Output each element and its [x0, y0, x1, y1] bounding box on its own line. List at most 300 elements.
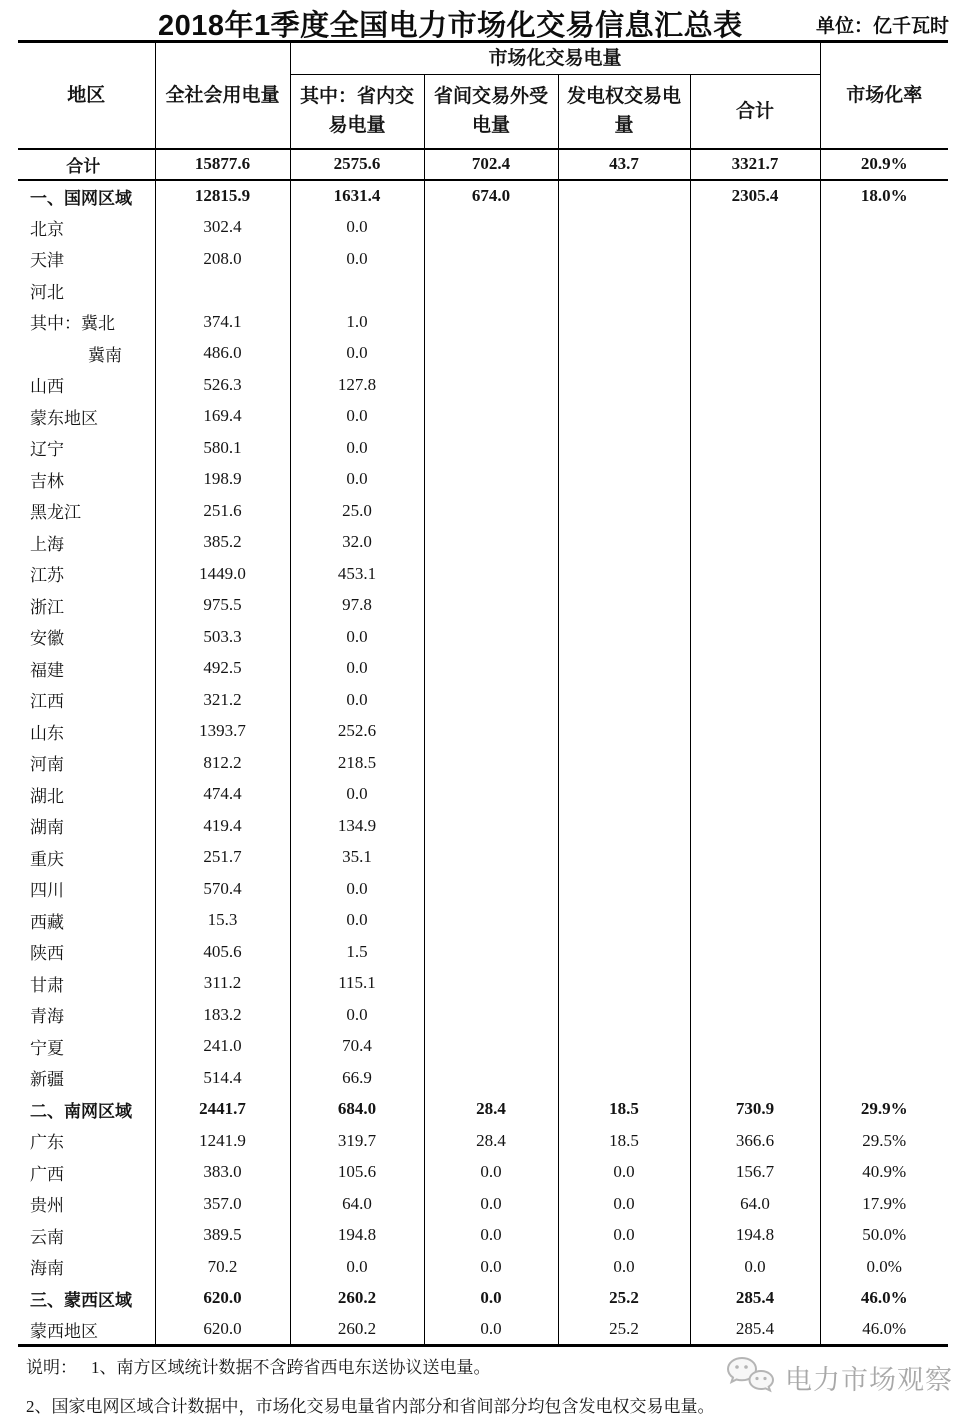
- value-cell: [424, 999, 558, 1031]
- value-cell: [690, 684, 820, 716]
- value-cell: [690, 747, 820, 779]
- value-cell: [820, 684, 948, 716]
- region-cell: 浙江: [18, 590, 155, 622]
- value-cell: [558, 180, 690, 212]
- table-row: [18, 495, 948, 527]
- value-cell: 156.7: [690, 1157, 820, 1189]
- value-cell: [820, 810, 948, 842]
- value-cell: 40.9%: [862, 1162, 907, 1182]
- table-row: [18, 810, 948, 842]
- value-cell: 134.9: [290, 810, 424, 842]
- table-row: [18, 1220, 948, 1252]
- value-cell: 812.2: [155, 747, 290, 779]
- wechat-logo-icon: [721, 1355, 777, 1399]
- table-row: [18, 747, 948, 779]
- value-cell: 0.0: [424, 1314, 558, 1346]
- value-cell: 0.0: [290, 1251, 424, 1283]
- value-cell: [558, 1031, 690, 1063]
- value-cell: [690, 716, 820, 748]
- value-cell: [558, 621, 690, 653]
- value-cell: [690, 401, 820, 433]
- region-cell: 其中：冀北: [18, 306, 155, 338]
- value-cell: 0.0: [424, 1251, 558, 1283]
- note-text: 1、南方区域统计数据不含跨省西电东送协议送电量。: [91, 1358, 491, 1377]
- value-cell: 0.0: [424, 1220, 558, 1252]
- value-cell: 526.3: [155, 369, 290, 401]
- table-row: [18, 999, 948, 1031]
- value-cell: [558, 968, 690, 1000]
- value-cell: 241.0: [155, 1031, 290, 1063]
- value-cell: [558, 306, 690, 338]
- table-row: [18, 558, 948, 590]
- region-cell: 天津: [18, 243, 155, 275]
- value-cell: [424, 275, 558, 307]
- value-cell: 620.0: [155, 1314, 290, 1346]
- value-cell: 0.0: [290, 999, 424, 1031]
- note-line: 2、国家电网区域合计数据中，市场化交易电量省内部分和省间部分均包含发电权交易电量。: [26, 1397, 715, 1416]
- region-cell: 吉林: [18, 464, 155, 496]
- value-cell: 374.1: [155, 306, 290, 338]
- value-cell: [820, 747, 948, 779]
- value-cell: 492.5: [155, 653, 290, 685]
- value-cell: [690, 306, 820, 338]
- region-cell: 合计: [18, 149, 155, 181]
- value-cell: 70.2: [155, 1251, 290, 1283]
- value-cell: 66.9: [290, 1062, 424, 1094]
- table-row: [18, 936, 948, 968]
- value-cell: 194.8: [690, 1220, 820, 1252]
- value-cell: [690, 495, 820, 527]
- value-cell: [820, 621, 948, 653]
- value-cell: [820, 653, 948, 685]
- value-cell: [558, 275, 690, 307]
- value-cell: 25.2: [558, 1314, 690, 1346]
- value-cell: 260.2: [290, 1314, 424, 1346]
- value-cell: 730.9: [690, 1094, 820, 1126]
- value-cell: 383.0: [155, 1157, 290, 1189]
- value-cell: [820, 464, 948, 496]
- value-cell: 357.0: [155, 1188, 290, 1220]
- value-cell: [558, 936, 690, 968]
- table-row: [18, 621, 948, 653]
- value-cell: [820, 338, 948, 370]
- value-cell: [424, 1062, 558, 1094]
- table-row: [18, 1094, 948, 1126]
- col-header-market-trading-group: 市场化交易电量: [290, 42, 820, 75]
- value-cell: 419.4: [155, 810, 290, 842]
- value-cell: [424, 1031, 558, 1063]
- value-cell: [820, 968, 948, 1000]
- value-cell: [820, 873, 948, 905]
- table-row: [18, 212, 948, 244]
- region-cell: 四川: [18, 873, 155, 905]
- region-cell: 陕西: [18, 936, 155, 968]
- value-cell: 32.0: [290, 527, 424, 559]
- value-cell: 3321.7: [690, 149, 820, 181]
- table-row: [18, 653, 948, 685]
- region-cell: 蒙西地区: [18, 1314, 155, 1346]
- value-cell: 486.0: [155, 338, 290, 370]
- col-header-subtotal: 合计: [690, 75, 820, 149]
- value-cell: 2575.6: [290, 149, 424, 181]
- value-cell: 1631.4: [290, 180, 424, 212]
- value-cell: 0.0: [290, 401, 424, 433]
- region-cell: 河南: [18, 747, 155, 779]
- region-cell: 黑龙江: [18, 495, 155, 527]
- value-cell: 20.9%: [820, 149, 948, 181]
- value-cell: 208.0: [155, 243, 290, 275]
- table-row: [18, 243, 948, 275]
- value-cell: 28.4: [424, 1125, 558, 1157]
- value-cell: 0.0: [290, 905, 424, 937]
- table-row: [18, 401, 948, 433]
- value-cell: [424, 873, 558, 905]
- value-cell: 12815.9: [155, 180, 290, 212]
- table-row: [18, 1314, 948, 1346]
- value-cell: [820, 779, 948, 811]
- value-cell: [820, 936, 948, 968]
- value-cell: [820, 369, 948, 401]
- table-row: [18, 590, 948, 622]
- value-cell: [690, 558, 820, 590]
- value-cell: 0.0: [290, 432, 424, 464]
- region-cell: 新疆: [18, 1062, 155, 1094]
- value-cell: [424, 968, 558, 1000]
- region-cell: 西藏: [18, 905, 155, 937]
- table-row: [18, 1283, 948, 1315]
- value-cell: [690, 779, 820, 811]
- value-cell: [558, 747, 690, 779]
- value-cell: [558, 716, 690, 748]
- value-cell: 0.0: [290, 464, 424, 496]
- title-bar: [0, 0, 965, 40]
- value-cell: [424, 779, 558, 811]
- value-cell: [424, 401, 558, 433]
- value-cell: 251.7: [155, 842, 290, 874]
- value-cell: 43.7: [558, 149, 690, 181]
- value-cell: [820, 275, 948, 307]
- region-cell: 海南: [18, 1251, 155, 1283]
- region-cell: 三、蒙西区域: [18, 1283, 155, 1315]
- col-header-inter-provincial: 省间交易外受电量: [424, 75, 558, 149]
- value-cell: [558, 338, 690, 370]
- table-row: [18, 842, 948, 874]
- value-cell: [558, 212, 690, 244]
- value-cell: [820, 527, 948, 559]
- value-cell: 260.2: [290, 1283, 424, 1315]
- value-cell: 474.4: [155, 779, 290, 811]
- table-row: [18, 684, 948, 716]
- value-cell: [690, 338, 820, 370]
- region-cell: 河北: [18, 275, 155, 307]
- col-header-intra-provincial: 其中：省内交易电量: [290, 75, 424, 149]
- value-cell: [820, 1062, 948, 1094]
- value-cell: [558, 558, 690, 590]
- value-cell: [424, 590, 558, 622]
- value-cell: 15877.6: [155, 149, 290, 181]
- value-cell: [690, 275, 820, 307]
- value-cell: [820, 306, 948, 338]
- value-cell: 285.4: [690, 1314, 820, 1346]
- region-cell: 江西: [18, 684, 155, 716]
- value-cell: [690, 810, 820, 842]
- value-cell: [424, 684, 558, 716]
- value-cell: [820, 590, 948, 622]
- value-cell: 46.0%: [862, 1319, 907, 1338]
- value-cell: 50.0%: [862, 1225, 907, 1245]
- value-cell: 2305.4: [690, 180, 820, 212]
- value-cell: [690, 873, 820, 905]
- value-cell: 194.8: [290, 1220, 424, 1252]
- value-cell: [690, 968, 820, 1000]
- value-cell: [424, 558, 558, 590]
- value-cell: [155, 275, 290, 307]
- value-cell: 25.2: [558, 1283, 690, 1315]
- value-cell: [820, 212, 948, 244]
- value-cell: [690, 432, 820, 464]
- value-cell: [558, 905, 690, 937]
- value-cell: 570.4: [155, 873, 290, 905]
- value-cell: 385.2: [155, 527, 290, 559]
- value-cell: [424, 464, 558, 496]
- table-row: [18, 1157, 948, 1189]
- value-cell: 684.0: [290, 1094, 424, 1126]
- value-cell: [424, 653, 558, 685]
- value-cell: 453.1: [290, 558, 424, 590]
- region-cell: 重庆: [18, 842, 155, 874]
- value-cell: [424, 810, 558, 842]
- value-cell: [690, 527, 820, 559]
- table-row: [18, 905, 948, 937]
- value-cell: 64.0: [690, 1188, 820, 1220]
- value-cell: [690, 653, 820, 685]
- value-cell: [424, 621, 558, 653]
- value-cell: [558, 873, 690, 905]
- value-cell: 319.7: [290, 1125, 424, 1157]
- table-row: [18, 338, 948, 370]
- value-cell: 1449.0: [155, 558, 290, 590]
- value-cell: [558, 684, 690, 716]
- value-cell: 514.4: [155, 1062, 290, 1094]
- value-cell: [424, 936, 558, 968]
- region-cell: 广东: [18, 1125, 155, 1157]
- value-cell: 0.0: [558, 1188, 690, 1220]
- table-row: [18, 968, 948, 1000]
- value-cell: [690, 243, 820, 275]
- region-cell: 北京: [18, 212, 155, 244]
- table-row: [18, 779, 948, 811]
- table-row: [18, 275, 948, 307]
- region-cell: 宁夏: [18, 1031, 155, 1063]
- col-header-region: 地区: [18, 42, 155, 149]
- value-cell: 115.1: [290, 968, 424, 1000]
- value-cell: 389.5: [155, 1220, 290, 1252]
- value-cell: [690, 905, 820, 937]
- value-cell: [820, 1031, 948, 1063]
- value-cell: [558, 779, 690, 811]
- table-body: [18, 149, 948, 1346]
- table-row: [18, 873, 948, 905]
- value-cell: 702.4: [424, 149, 558, 181]
- value-cell: 28.4: [424, 1094, 558, 1126]
- value-cell: [424, 527, 558, 559]
- value-cell: 18.5: [558, 1094, 690, 1126]
- value-cell: 0.0: [290, 243, 424, 275]
- value-cell: 311.2: [155, 968, 290, 1000]
- value-cell: [820, 432, 948, 464]
- value-cell: [424, 212, 558, 244]
- value-cell: 0.0%: [866, 1256, 902, 1276]
- value-cell: 503.3: [155, 621, 290, 653]
- table-row: [18, 464, 948, 496]
- region-cell: 江苏: [18, 558, 155, 590]
- value-cell: 0.0: [290, 621, 424, 653]
- value-cell: [558, 653, 690, 685]
- value-cell: 97.8: [290, 590, 424, 622]
- table-row: [18, 369, 948, 401]
- value-cell: 252.6: [290, 716, 424, 748]
- value-cell: [820, 243, 948, 275]
- value-cell: [558, 590, 690, 622]
- value-cell: [820, 842, 948, 874]
- value-cell: [820, 495, 948, 527]
- value-cell: 0.0: [558, 1157, 690, 1189]
- value-cell: 302.4: [155, 212, 290, 244]
- page-title: 2018年1季度全国电力市场化交易信息汇总表: [158, 10, 743, 42]
- value-cell: [820, 905, 948, 937]
- table-row: [18, 306, 948, 338]
- region-cell: 甘肃: [18, 968, 155, 1000]
- value-cell: 366.6: [690, 1125, 820, 1157]
- value-cell: 127.8: [290, 369, 424, 401]
- note-line: [26, 1353, 746, 1378]
- table-row: [18, 180, 948, 212]
- value-cell: [424, 432, 558, 464]
- value-cell: [424, 747, 558, 779]
- table-row: [18, 1031, 948, 1063]
- value-cell: [290, 275, 424, 307]
- value-cell: 1.0: [290, 306, 424, 338]
- value-cell: 0.0: [290, 653, 424, 685]
- region-cell: 湖南: [18, 810, 155, 842]
- value-cell: 0.0: [424, 1283, 558, 1315]
- value-cell: [690, 1062, 820, 1094]
- value-cell: 183.2: [155, 999, 290, 1031]
- table-row: [18, 1188, 948, 1220]
- watermark: [721, 1355, 953, 1399]
- table-row: [18, 149, 948, 181]
- region-cell: 一、国网区域: [18, 180, 155, 212]
- value-cell: [424, 243, 558, 275]
- region-cell: 山西: [18, 369, 155, 401]
- value-cell: [820, 716, 948, 748]
- value-cell: [820, 999, 948, 1031]
- value-cell: [558, 527, 690, 559]
- value-cell: 198.9: [155, 464, 290, 496]
- value-cell: [558, 369, 690, 401]
- value-cell: 18.5: [558, 1125, 690, 1157]
- notes: [26, 1353, 746, 1417]
- value-cell: [424, 905, 558, 937]
- value-cell: [690, 590, 820, 622]
- unit-label: 单位：亿千瓦时: [815, 16, 949, 37]
- value-cell: 35.1: [290, 842, 424, 874]
- region-cell: 蒙东地区: [18, 401, 155, 433]
- value-cell: 674.0: [424, 180, 558, 212]
- value-cell: [558, 842, 690, 874]
- value-cell: [558, 464, 690, 496]
- value-cell: 0.0: [290, 338, 424, 370]
- value-cell: 580.1: [155, 432, 290, 464]
- value-cell: [690, 464, 820, 496]
- value-cell: 0.0: [690, 1251, 820, 1283]
- region-cell: 山东: [18, 716, 155, 748]
- value-cell: 975.5: [155, 590, 290, 622]
- value-cell: 0.0: [424, 1157, 558, 1189]
- watermark-label: 电力市场观察: [785, 1364, 953, 1395]
- value-cell: 620.0: [155, 1283, 290, 1315]
- value-cell: [558, 243, 690, 275]
- value-cell: 70.4: [290, 1031, 424, 1063]
- value-cell: 105.6: [290, 1157, 424, 1189]
- region-cell: 辽宁: [18, 432, 155, 464]
- table-row: [18, 1062, 948, 1094]
- value-cell: 321.2: [155, 684, 290, 716]
- value-cell: [820, 558, 948, 590]
- value-cell: 17.9%: [862, 1193, 907, 1213]
- header-row: [18, 42, 948, 75]
- table-row: [18, 527, 948, 559]
- value-cell: 1241.9: [155, 1125, 290, 1157]
- region-cell: 贵州: [18, 1188, 155, 1220]
- region-cell: 福建: [18, 653, 155, 685]
- region-cell: 安徽: [18, 621, 155, 653]
- table-row: [18, 716, 948, 748]
- value-cell: [558, 401, 690, 433]
- value-cell: 0.0: [290, 212, 424, 244]
- value-cell: 0.0: [424, 1188, 558, 1220]
- table-row: [18, 1125, 948, 1157]
- col-header-total-consumption: 全社会用电量: [155, 42, 290, 149]
- value-cell: [558, 432, 690, 464]
- value-cell: [690, 212, 820, 244]
- value-cell: [690, 842, 820, 874]
- region-cell: 云南: [18, 1220, 155, 1252]
- value-cell: 251.6: [155, 495, 290, 527]
- value-cell: 46.0%: [860, 1288, 908, 1308]
- table-header: [18, 42, 948, 149]
- value-cell: 285.4: [690, 1283, 820, 1315]
- value-cell: [558, 999, 690, 1031]
- value-cell: 64.0: [290, 1188, 424, 1220]
- value-cell: [820, 401, 948, 433]
- region-cell: 广西: [18, 1157, 155, 1189]
- value-cell: 29.9%: [860, 1099, 908, 1119]
- note-label: 说明：: [26, 1358, 77, 1377]
- value-cell: 2441.7: [155, 1094, 290, 1126]
- col-header-generation-rights: 发电权交易电量: [558, 75, 690, 149]
- value-cell: 0.0: [290, 873, 424, 905]
- value-cell: [558, 1062, 690, 1094]
- value-cell: [690, 1031, 820, 1063]
- region-cell: 上海: [18, 527, 155, 559]
- value-cell: 0.0: [290, 684, 424, 716]
- value-cell: [424, 369, 558, 401]
- value-cell: 0.0: [290, 779, 424, 811]
- power-trading-summary-table: [18, 40, 948, 1347]
- table-row: [18, 432, 948, 464]
- value-cell: [424, 338, 558, 370]
